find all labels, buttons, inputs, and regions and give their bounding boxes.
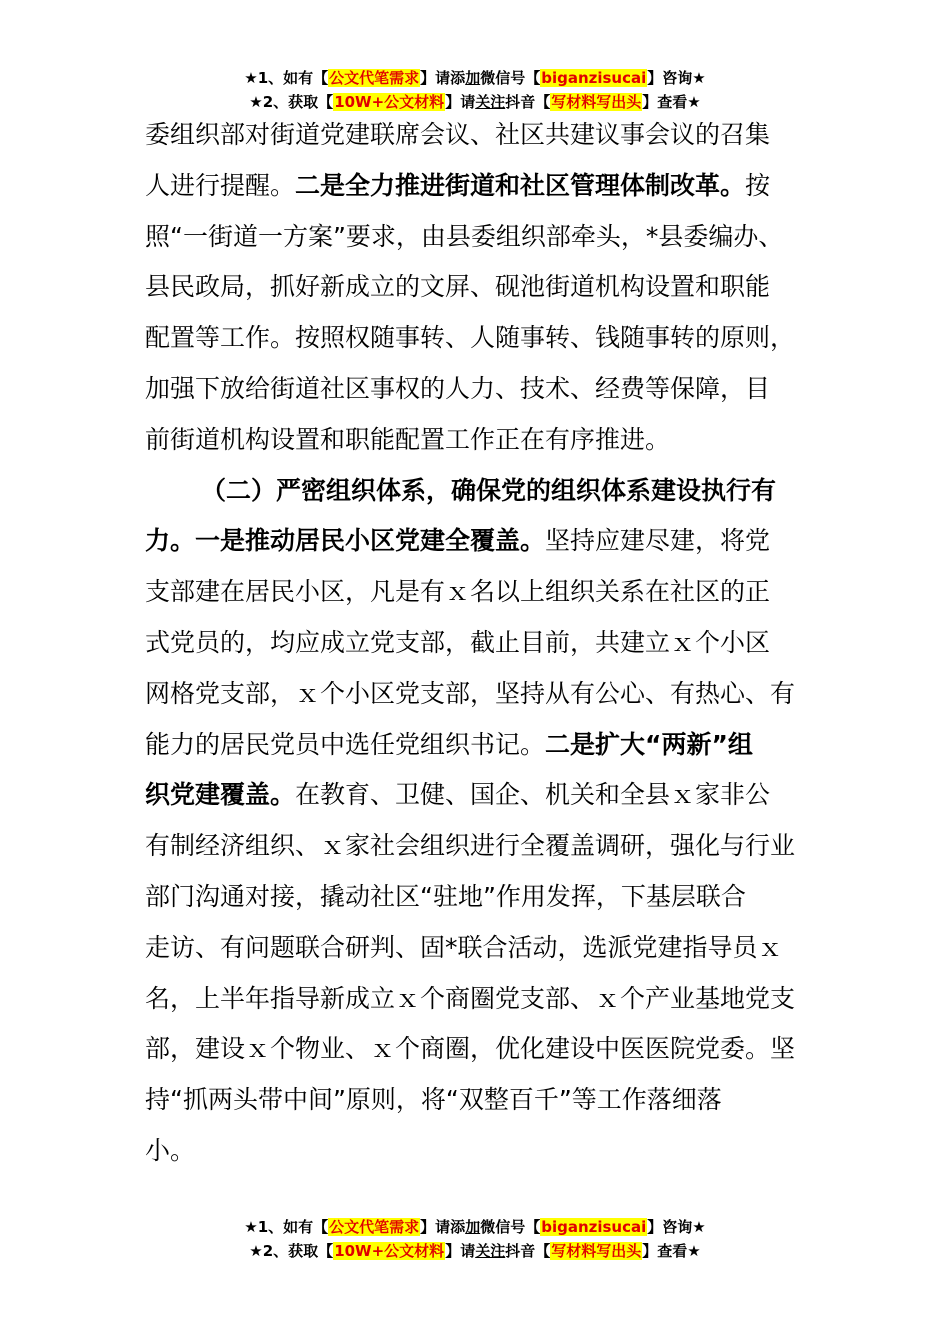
highlight-service: 公文代笔需求 <box>329 69 420 87</box>
text-line: 前街道机构设置和职能配置工作正在有序推进。 <box>145 424 671 454</box>
text-line: 部门沟通对接，撬动社区“驻地”作用发挥，下基层联合 <box>145 881 746 911</box>
text-line: 委组织部对街道党建联席会议、社区共建议事会议的召集 <box>145 120 771 149</box>
highlight-materials: 10W+公文材料 <box>334 1242 445 1260</box>
bold-heading: 二是扩大“两新”组 <box>545 729 753 759</box>
banner-text: ★1、如有【 <box>244 69 329 87</box>
text-line: 照“一街道一方案”要求，由县委组织部牵头，*县委编办、 <box>145 221 784 251</box>
text-line: 式党员的，均应成立党支部，截止目前，共建立ｘ个小区 <box>145 627 771 657</box>
text-line: 部，建设ｘ个物业、ｘ个商圈，优化建设中医医院党委。坚 <box>145 1034 796 1064</box>
text-line: 名，上半年指导新成立ｘ个商圈党支部、ｘ个产业基地党支 <box>145 983 796 1013</box>
document-body <box>145 110 810 1177</box>
banner-text: 】请添 <box>420 69 466 87</box>
bold-heading: 力。一是推动居民小区党建全覆盖。 <box>145 526 546 556</box>
text-line: 支部建在居民小区，凡是有ｘ名以上组织关系在社区的正 <box>145 577 771 607</box>
text-line: 小。 <box>145 1135 196 1165</box>
banner-text: 抖音【 <box>505 93 551 111</box>
text-line: 县民政局，抓好新成立的文屏、砚池街道机构设置和职能 <box>145 272 771 302</box>
banner-line-1 <box>0 1215 950 1239</box>
highlight-wechat-id: biganzisucai <box>541 69 647 87</box>
banner-underlined-text: 关注 <box>475 93 506 111</box>
banner-text: 微信号【 <box>480 69 541 87</box>
text-line: 网格党支部，ｘ个小区党支部，坚持从有公心、有热心、有 <box>145 678 796 708</box>
banner-text: 】请 <box>445 93 476 111</box>
text-line <box>145 770 810 821</box>
banner-text: ★2、获取【 <box>249 93 334 111</box>
banner-text: 】咨询★ <box>647 1218 706 1236</box>
banner-underlined-text: 关注 <box>475 1242 506 1260</box>
text-line: 配置等工作。按照权随事转、人随事转、钱随事转的原则， <box>145 323 796 353</box>
text-line <box>145 720 810 771</box>
text-run: 按 <box>745 170 771 200</box>
text-line <box>145 161 810 212</box>
text-run: 坚持应建尽建，将党 <box>545 526 771 556</box>
text-line <box>145 466 810 517</box>
text-line <box>145 516 810 567</box>
banner-underlined-text: 加 <box>465 69 481 87</box>
text-line: 有制经济组织、ｘ家社会组织进行全覆盖调研，强化与行业 <box>145 831 796 861</box>
banner-text: 】请 <box>445 1242 476 1260</box>
banner-line-2 <box>0 1239 950 1263</box>
header-banner <box>0 66 950 114</box>
text-line: 加强下放给街道社区事权的人力、技术、经费等保障，目 <box>145 373 771 403</box>
banner-text: 抖音【 <box>505 1242 551 1260</box>
highlight-materials: 10W+公文材料 <box>334 93 445 111</box>
banner-line-1 <box>0 66 950 90</box>
text-run: 能力的居民党员中选任党组织书记。 <box>145 729 546 759</box>
banner-text: 】查看★ <box>642 1242 701 1260</box>
banner-text: 】请添 <box>420 1218 466 1236</box>
text-run: 人进行提醒。 <box>145 170 296 200</box>
banner-text: 】查看★ <box>642 93 701 111</box>
text-run: 在教育、卫健、国企、机关和全县ｘ家非公 <box>295 780 771 810</box>
banner-text: 微信号【 <box>480 1218 541 1236</box>
highlight-service: 公文代笔需求 <box>329 1218 420 1236</box>
section-heading: （二）严密组织体系，确保党的组织体系建设执行有 <box>201 475 777 505</box>
banner-text: ★1、如有【 <box>244 1218 329 1236</box>
highlight-douyin-account: 写材料写出头 <box>551 93 642 111</box>
highlight-douyin-account: 写材料写出头 <box>551 1242 642 1260</box>
banner-text: ★2、获取【 <box>249 1242 334 1260</box>
banner-underlined-text: 加 <box>465 1218 481 1236</box>
bold-heading: 织党建覆盖。 <box>145 780 296 810</box>
banner-text: 】咨询★ <box>647 69 706 87</box>
bold-heading: 二是全力推进街道和社区管理体制改革。 <box>295 170 746 200</box>
highlight-wechat-id: biganzisucai <box>541 1218 647 1236</box>
footer-banner <box>0 1215 950 1263</box>
paragraph-2 <box>145 466 810 1177</box>
paragraph-1 <box>145 110 810 466</box>
text-line: 走访、有问题联合研判、固*联合活动，选派党建指导员ｘ <box>145 932 783 962</box>
text-line: 持“抓两头带中间”原则，将“双整百千”等工作落细落 <box>145 1085 722 1115</box>
